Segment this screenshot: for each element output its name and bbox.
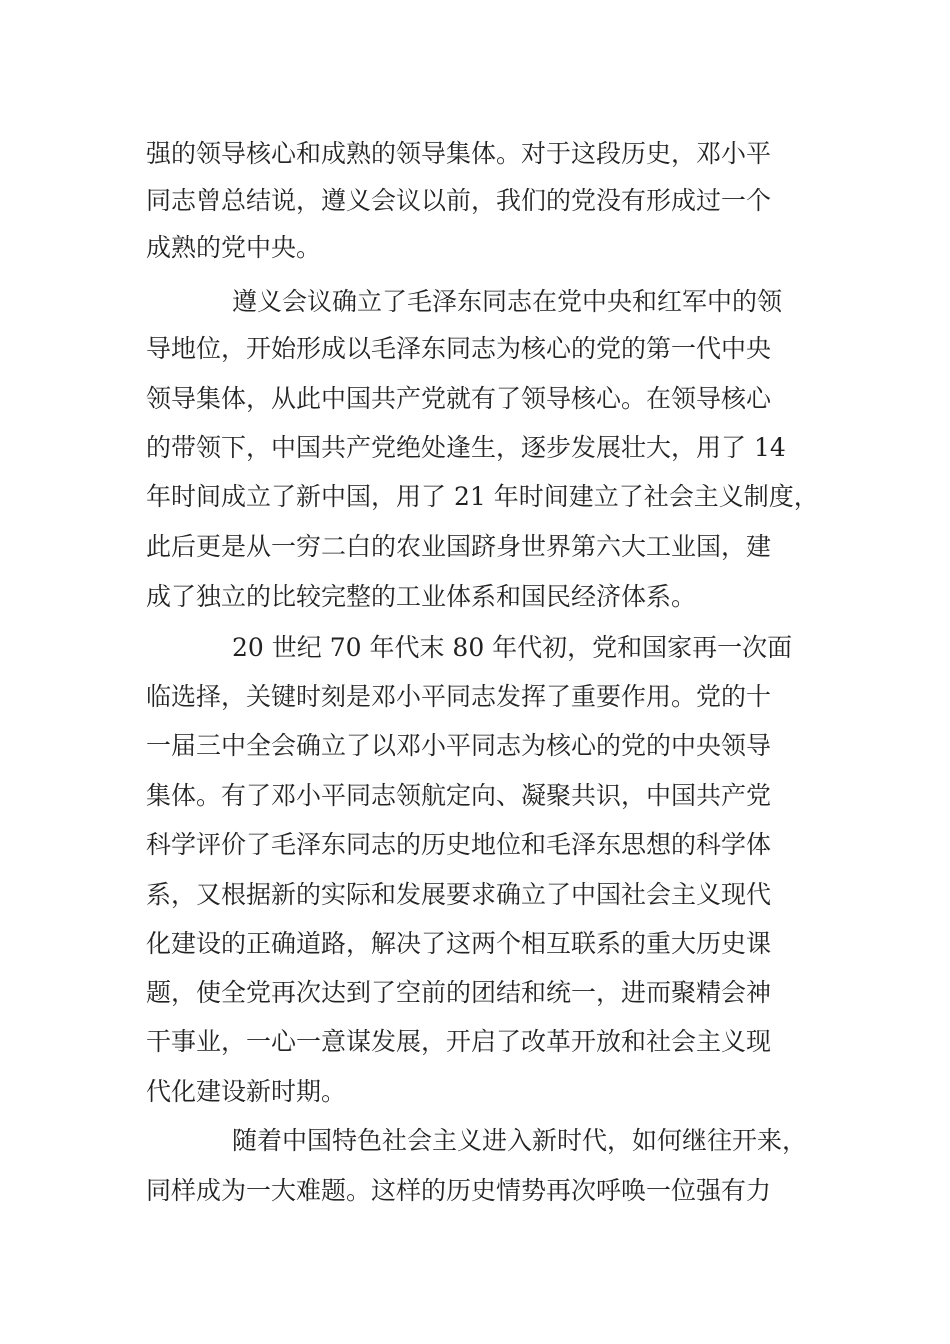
text-line: 一届三中全会确立了以邓小平同志为核心的党的中央领导	[146, 731, 772, 760]
paragraph-first-line: 20 世纪 70 年代末 80 年代初，党和国家再一次面	[232, 633, 793, 662]
text-line: 的带领下，中国共产党绝处逢生，逐步发展壮大，用了 14	[146, 433, 786, 462]
text-line: 代化建设新时期。	[146, 1077, 347, 1106]
text-line: 化建设的正确道路，解决了这两个相互联系的重大历史课	[146, 929, 772, 958]
text-line: 此后更是从一穷二白的农业国跻身世界第六大工业国，建	[146, 532, 772, 561]
text-line: 导地位，开始形成以毛泽东同志为核心的党的第一代中央	[146, 334, 772, 363]
text-line: 系，又根据新的实际和发展要求确立了中国社会主义现代	[146, 880, 772, 909]
text-line: 题，使全党再次达到了空前的团结和统一，进而聚精会神	[146, 978, 772, 1007]
text-line: 临选择，关键时刻是邓小平同志发挥了重要作用。党的十	[146, 682, 772, 711]
text-line: 同志曾总结说，遵义会议以前，我们的党没有形成过一个	[146, 186, 772, 215]
text-line: 成熟的党中央。	[146, 233, 322, 262]
text-line: 成了独立的比较完整的工业体系和国民经济体系。	[146, 582, 697, 611]
text-line: 领导集体，从此中国共产党就有了领导核心。在领导核心	[146, 384, 772, 413]
text-line: 年时间成立了新中国，用了 21 年时间建立了社会主义制度，	[146, 482, 819, 511]
paragraph-first-line: 遵义会议确立了毛泽东同志在党中央和红军中的领	[232, 287, 783, 316]
text-line: 科学评价了毛泽东同志的历史地位和毛泽东思想的科学体	[146, 830, 772, 859]
text-line: 强的领导核心和成熟的领导集体。对于这段历史，邓小平	[146, 139, 772, 168]
paragraph-first-line: 随着中国特色社会主义进入新时代，如何继往开来，	[232, 1126, 808, 1155]
text-line: 同样成为一大难题。这样的历史情势再次呼唤一位强有力	[146, 1176, 772, 1205]
text-line: 集体。有了邓小平同志领航定向、凝聚共识，中国共产党	[146, 781, 772, 810]
text-line: 干事业，一心一意谋发展，开启了改革开放和社会主义现	[146, 1027, 772, 1056]
